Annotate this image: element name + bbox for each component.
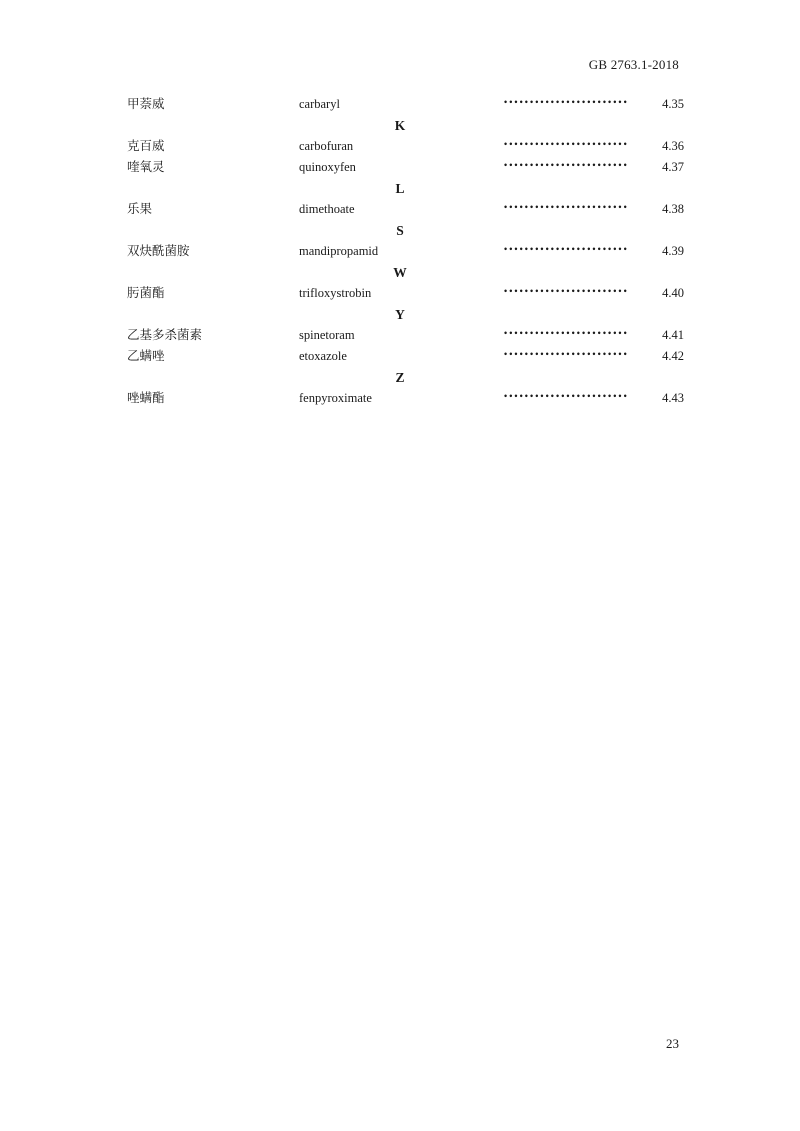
chinese-name: 双炔酰菌胺 bbox=[127, 244, 190, 258]
chinese-name: 乙基多杀菌素 bbox=[127, 328, 203, 342]
dot-leader: •••••••••••••••••••••••• bbox=[504, 328, 629, 338]
letter-label: L bbox=[395, 181, 405, 196]
english-name: mandipropamid bbox=[299, 244, 379, 258]
english-name: quinoxyfen bbox=[299, 160, 356, 174]
chinese-name: 唑螨酯 bbox=[127, 391, 165, 405]
english-name: carbofuran bbox=[299, 139, 354, 153]
english-name: etoxazole bbox=[299, 349, 347, 363]
index-row bbox=[127, 346, 684, 367]
chinese-name: 乙螨唑 bbox=[127, 349, 165, 363]
index-letter-heading bbox=[127, 220, 800, 241]
section-reference: 4.37 bbox=[662, 160, 684, 174]
dot-leader: •••••••••••••••••••••••• bbox=[504, 97, 629, 107]
index-row bbox=[127, 136, 684, 157]
index-letter-heading bbox=[127, 262, 800, 283]
english-name: carbaryl bbox=[299, 97, 340, 111]
section-reference: 4.38 bbox=[662, 202, 684, 216]
chinese-name: 肟菌酯 bbox=[127, 286, 165, 300]
section-reference: 4.39 bbox=[662, 244, 684, 258]
dot-leader: •••••••••••••••••••••••• bbox=[504, 286, 629, 296]
index-row bbox=[127, 283, 684, 304]
dot-leader: •••••••••••••••••••••••• bbox=[504, 160, 629, 170]
index-row bbox=[127, 325, 684, 346]
section-reference: 4.35 bbox=[662, 97, 684, 111]
section-reference: 4.42 bbox=[662, 349, 684, 363]
dot-leader: •••••••••••••••••••••••• bbox=[504, 139, 629, 149]
chinese-name: 克百威 bbox=[127, 139, 165, 153]
dot-leader: •••••••••••••••••••••••• bbox=[504, 244, 629, 254]
index-row bbox=[127, 94, 684, 115]
letter-label: S bbox=[396, 223, 404, 238]
section-reference: 4.40 bbox=[662, 286, 684, 300]
dot-leader: •••••••••••••••••••••••• bbox=[504, 349, 629, 359]
section-reference: 4.43 bbox=[662, 391, 684, 405]
index-row bbox=[127, 388, 684, 409]
page-number: 23 bbox=[666, 1036, 679, 1051]
english-name: trifloxystrobin bbox=[299, 286, 372, 300]
section-reference: 4.41 bbox=[662, 328, 684, 342]
letter-label: Y bbox=[395, 307, 405, 322]
index-letter-heading bbox=[127, 367, 800, 388]
document-code: GB 2763.1-2018 bbox=[588, 57, 679, 72]
index-row bbox=[127, 157, 684, 178]
letter-label: W bbox=[393, 265, 407, 280]
index-row bbox=[127, 241, 684, 262]
section-reference: 4.36 bbox=[662, 139, 684, 153]
letter-label: K bbox=[394, 118, 406, 133]
english-name: fenpyroximate bbox=[299, 391, 372, 405]
chinese-name: 喹氧灵 bbox=[127, 160, 165, 174]
english-name: dimethoate bbox=[299, 202, 355, 216]
dot-leader: •••••••••••••••••••••••• bbox=[504, 391, 629, 401]
index-letter-heading bbox=[127, 115, 800, 136]
index-letter-heading bbox=[127, 304, 800, 325]
chinese-name: 乐果 bbox=[127, 202, 153, 216]
index-letter-heading bbox=[127, 178, 800, 199]
index-row bbox=[127, 199, 684, 220]
letter-label: Z bbox=[395, 370, 405, 385]
pesticide-index bbox=[127, 94, 684, 409]
english-name: spinetoram bbox=[299, 328, 355, 342]
dot-leader: •••••••••••••••••••••••• bbox=[504, 202, 629, 212]
chinese-name: 甲萘威 bbox=[127, 97, 165, 111]
